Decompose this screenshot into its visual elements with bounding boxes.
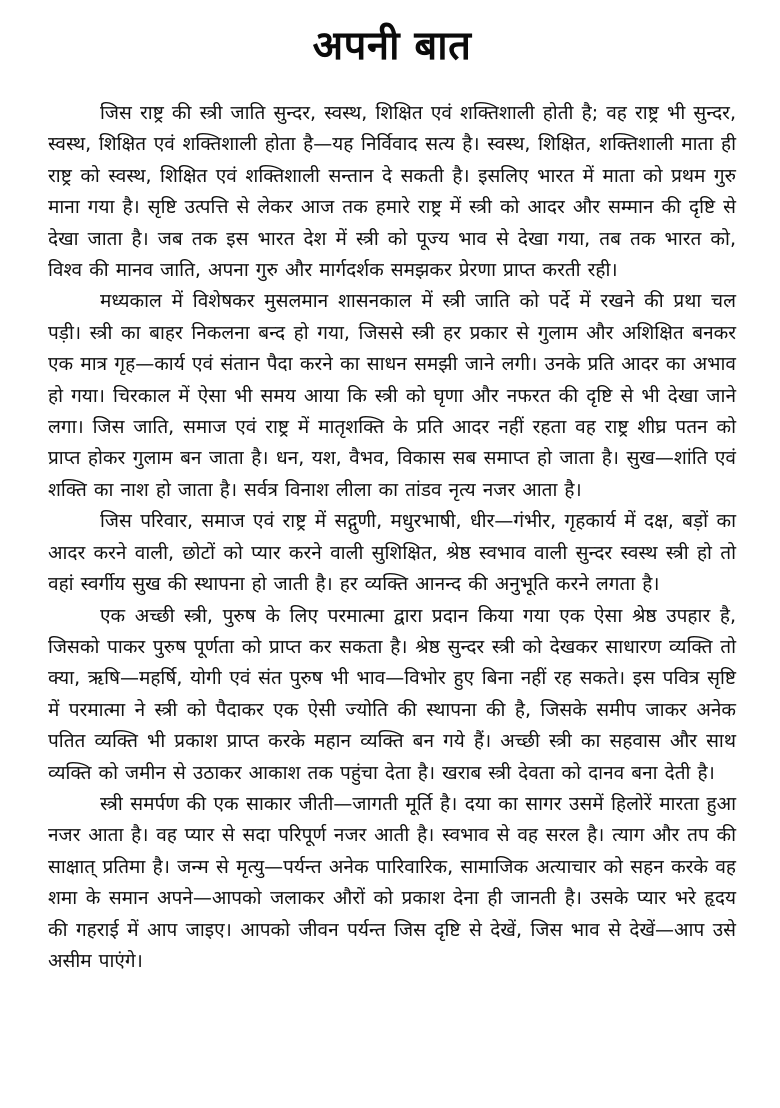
paragraph-5: स्त्री समर्पण की एक साकार जीती—जागती मूर्ति है। दया का सागर उसमें हिलोरें मारता हुआ नजर आता है। वह प्यार से सदा परिपूर्ण नजर आती है। स्वभाव से वह सरल है। त्याग और तप की साक्षात् प्रतिमा है। जन्म से मृत्यु—पर्यन्त अनेक पारिवारिक, सामाजिक अत्याचार को सहन करके वह शमा के समान अपने—आपको जलाकर औरों को प्रकाश देना ही जानती है। उसके प्यार भरे हृदय की गहराई में आप जाइए। आपको जीवन पर्यन्त जिस दृष्टि से देखें, जिस भाव से देखें—आप उसे असीम पाएंगे। xyxy=(48,792,736,972)
paragraph-2: मध्यकाल में विशेषकर मुसलमान शासनकाल में स्त्री जाति को पर्दे में रखने की प्रथा चल पड़ी। स्त्री का बाहर निकलना बन्द हो गया, जिससे स्त्री हर प्रकार से गुलाम और अशिक्षित बनकर एक मात्र गृह—कार्य एवं संतान पैदा करने का साधन समझी जाने लगी। उनके प्रति आदर का अभाव हो गया। चिरकाल में ऐसा भी समय आया कि स्त्री को घृणा और नफरत की दृष्टि से भी देखा जाने लगा। जिस जाति, समाज एवं राष्ट्र में मातृशक्ति के प्रति आदर नहीं रहता वह राष्ट्र शीघ्र पतन को प्राप्त होकर गुलाम बन जाता है। धन, यश, वैभव, विकास सब समाप्त हो जाता है। सुख—शांति एवं शक्ति का नाश हो जाता है। सर्वत्र विनाश लीला का तांडव नृत्य नजर आता है। xyxy=(48,290,736,501)
page-title: अपनी बात xyxy=(312,23,472,69)
body-text xyxy=(48,98,736,977)
paragraph-1: जिस राष्ट्र की स्त्री जाति सुन्दर, स्वस्थ, शिक्षित एवं शक्तिशाली होती है; वह राष्ट्र भी सुन्दर, स्वस्थ, शिक्षित एवं शक्तिशाली होता है—यह निर्विवाद सत्य है। स्वस्थ, शिक्षित, शक्तिशाली माता ही राष्ट्र को स्वस्थ, शिक्षित एवं शक्तिशाली सन्तान दे सकती है। इसलिए भारत में माता को प्रथम गुरु माना गया है। सृष्टि उत्पत्ति से लेकर आज तक हमारे राष्ट्र में स्त्री को आदर और सम्मान की दृष्टि से देखा जाता है। जब तक इस भारत देश में स्त्री को पूज्य भाव से देखा गया, तब तक भारत को, विश्व की मानव जाति, अपना गुरु और मार्गदर्शक समझकर प्रेरणा प्राप्त करती रही। xyxy=(48,102,736,282)
paragraph-3: जिस परिवार, समाज एवं राष्ट्र में सद्गुणी, मधुरभाषी, धीर—गंभीर, गृहकार्य में दक्ष, बड़ों का आदर करने वाली, छोटों को प्यार करने वाली सुशिक्षित, श्रेष्ठ स्वभाव वाली सुन्दर स्वस्थ स्त्री हो तो वहां स्वर्गीय सुख की स्थापना हो जाती है। हर व्यक्ति आनन्द की अनुभूति करने लगता है। xyxy=(48,510,736,596)
paragraph-4: एक अच्छी स्त्री, पुरुष के लिए परमात्मा द्वारा प्रदान किया गया एक ऐसा श्रेष्ठ उपहार है, जिसको पाकर पुरुष पूर्णता को प्राप्त कर सकता है। श्रेष्ठ सुन्दर स्त्री को देखकर साधारण व्यक्ति तो क्या, ऋषि—महर्षि, योगी एवं संत पुरुष भी भाव—विभोर हुए बिना नहीं रह सकते। इस पवित्र सृष्टि में परमात्मा ने स्त्री को पैदाकर एक ऐसी ज्योति की स्थापना की है, जिसके समीप जाकर अनेक पतित व्यक्ति भी प्रकाश प्राप्त करके महान व्यक्ति बन गये हैं। अच्छी स्त्री का सहवास और साथ व्यक्ति को जमीन से उठाकर आकाश तक पहुंचा देता है। खराब स्त्री देवता को दानव बना देती है। xyxy=(48,604,736,784)
